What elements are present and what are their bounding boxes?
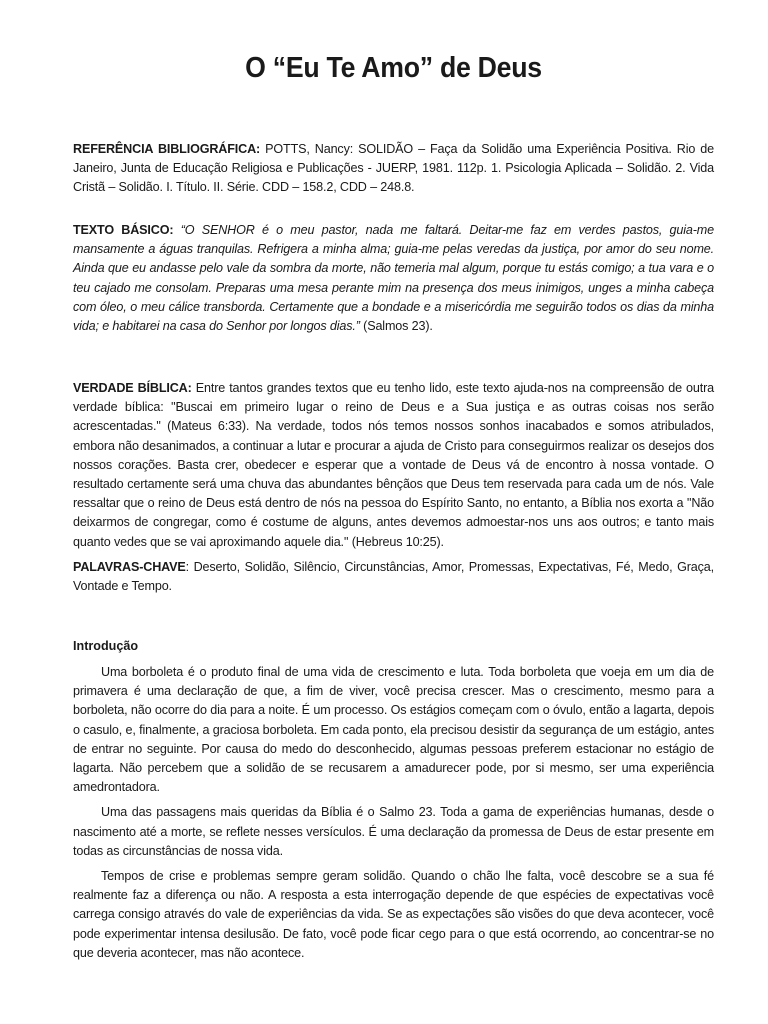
basic-text-ref: (Salmos 23). — [359, 319, 433, 334]
introduction-body — [73, 663, 714, 963]
biblical-truth-text: Entre tantos grandes textos que eu tenho lido, este texto ajuda-nos na compreensão de outra verdade bíblica: ''Buscai em primeiro lugar o reino de Deus e a Sua justiça e as outras coisas nos serão acrescentadas.'' (Mateus 6:33). Na verdade, todos nós temos nossos sonhos inacabados e somos atribulados, embora não desanimados, a continuar a lutar e procurar a ajuda de Cristo para conseguirmos realizar os desejos dos nossos corações. Basta crer, obedecer e esperar que a vontade de Deus vá de encontro à nossa vontade. O resultado certamente será uma chuva das abundantes bênçãos que Deus tem reservada para cada um de nós. Vale ressaltar que o reino de Deus está dentro de nós na pessoa do Espírito Santo, no entanto, a Bíblia nos exorta a ''Não deixarmos de congregar, como é costume de alguns, antes devemos admoestar-nos uns aos outros; e tanto mais quanto vedes que se vai aproximando aquele dia.'' (Hebreus 10:25). — [73, 381, 714, 549]
biblical-truth-label: VERDADE BÍBLICA: — [73, 381, 192, 395]
basic-text-quote: “O SENHOR é o meu pastor, nada me faltará. Deitar-me faz em verdes pastos, guia-me mansamente a águas tranquilas. Refrigera a minha alma; guia-me pelas veredas da justiça, por amor do seu nome. Ainda que eu andasse pelo vale da sombra da morte, não temeria mal algum, porque tu estás comigo; a tua vara e o teu cajado me consolam. Preparas uma mesa perante mim na presença dos meus inimigos, unges a minha cabeça com óleo, o meu cálice transborda. Certamente que a bondade e a misericórdia me seguirão todos os dias da minha vida; e habitarei na casa do Senhor por longos dias.” — [73, 223, 715, 334]
reference-text: POTTS, Nancy: SOLIDÃO – Faça da Solidão uma Experiência Positiva. Rio de Janeiro, Junta de Educação Religiosa e Publicações - JUERP, 1981. 112p. 1. Psicologia Aplicada – Solidão. 2. Vida Cristã – Solidão. I. Título. II. Série. CDD – 158.2, CDD – 248.8. — [73, 142, 715, 195]
intro-paragraph: Tempos de crise e problemas sempre geram solidão. Quando o chão lhe falta, você descobre se a sua fé realmente faz a diferença ou não. A resposta a esta interrogação depende de que espécies de expectativas você carrega consigo através do vale de experiências da vida. Se as expectações são visões do que deva acontecer, você pode experimentar intensa desilusão. De fato, você pode ficar cego para o que está ocorrendo, ao concentrar-se no que deveria acontecer, mas não acontece. — [73, 869, 714, 960]
biblical-truth — [73, 379, 714, 596]
basic-text — [73, 221, 714, 336]
intro-paragraph: Uma das passagens mais queridas da Bíblia é o Salmo 23. Toda a gama de experiências humanas, desde o nascimento até a morte, se reflete nesses versículos. É uma declaração da promessa de Deus de estar presente em todas as circunstâncias de nossa vida. — [73, 805, 714, 858]
intro-paragraph: Uma borboleta é o produto final de uma vida de crescimento e luta. Toda borboleta que voeja em um dia de primavera é uma declaração de que, a fim de viver, você precisa crescer. Mas o crescimento, mesmo para a borboleta, não ocorre do dia para a noite. É um processo. Os estágios começam com o óvulo, então a lagarta, depois o casulo, e, finalmente, a graciosa borboleta. Em cada ponto, ela precisou desistir da segurança de um estágio, antes de entrar no seguinte. Por causa do medo do desconhecido, algumas pessoas preferem estacionar no estágio de lagarta. Não percebem que a solidão de se recusarem a amadurecer pode, por si mesmo, ser uma experiência amedrontadora. — [73, 665, 714, 795]
keywords-text: : Deserto, Solidão, Silêncio, Circunstâncias, Amor, Promessas, Expectativas, Fé, Medo, Graça, Vontade e Tempo. — [73, 559, 714, 594]
basic-text-label: TEXTO BÁSICO: — [73, 223, 181, 237]
bibliographic-reference — [73, 140, 714, 198]
keywords-label: PALAVRAS-CHAVE — [73, 559, 186, 574]
page-title: O “Eu Te Amo” de Deus — [245, 52, 542, 84]
reference-label: REFERÊNCIA BIBLIOGRÁFICA: — [73, 142, 261, 156]
introduction-heading: Introdução — [73, 639, 139, 653]
